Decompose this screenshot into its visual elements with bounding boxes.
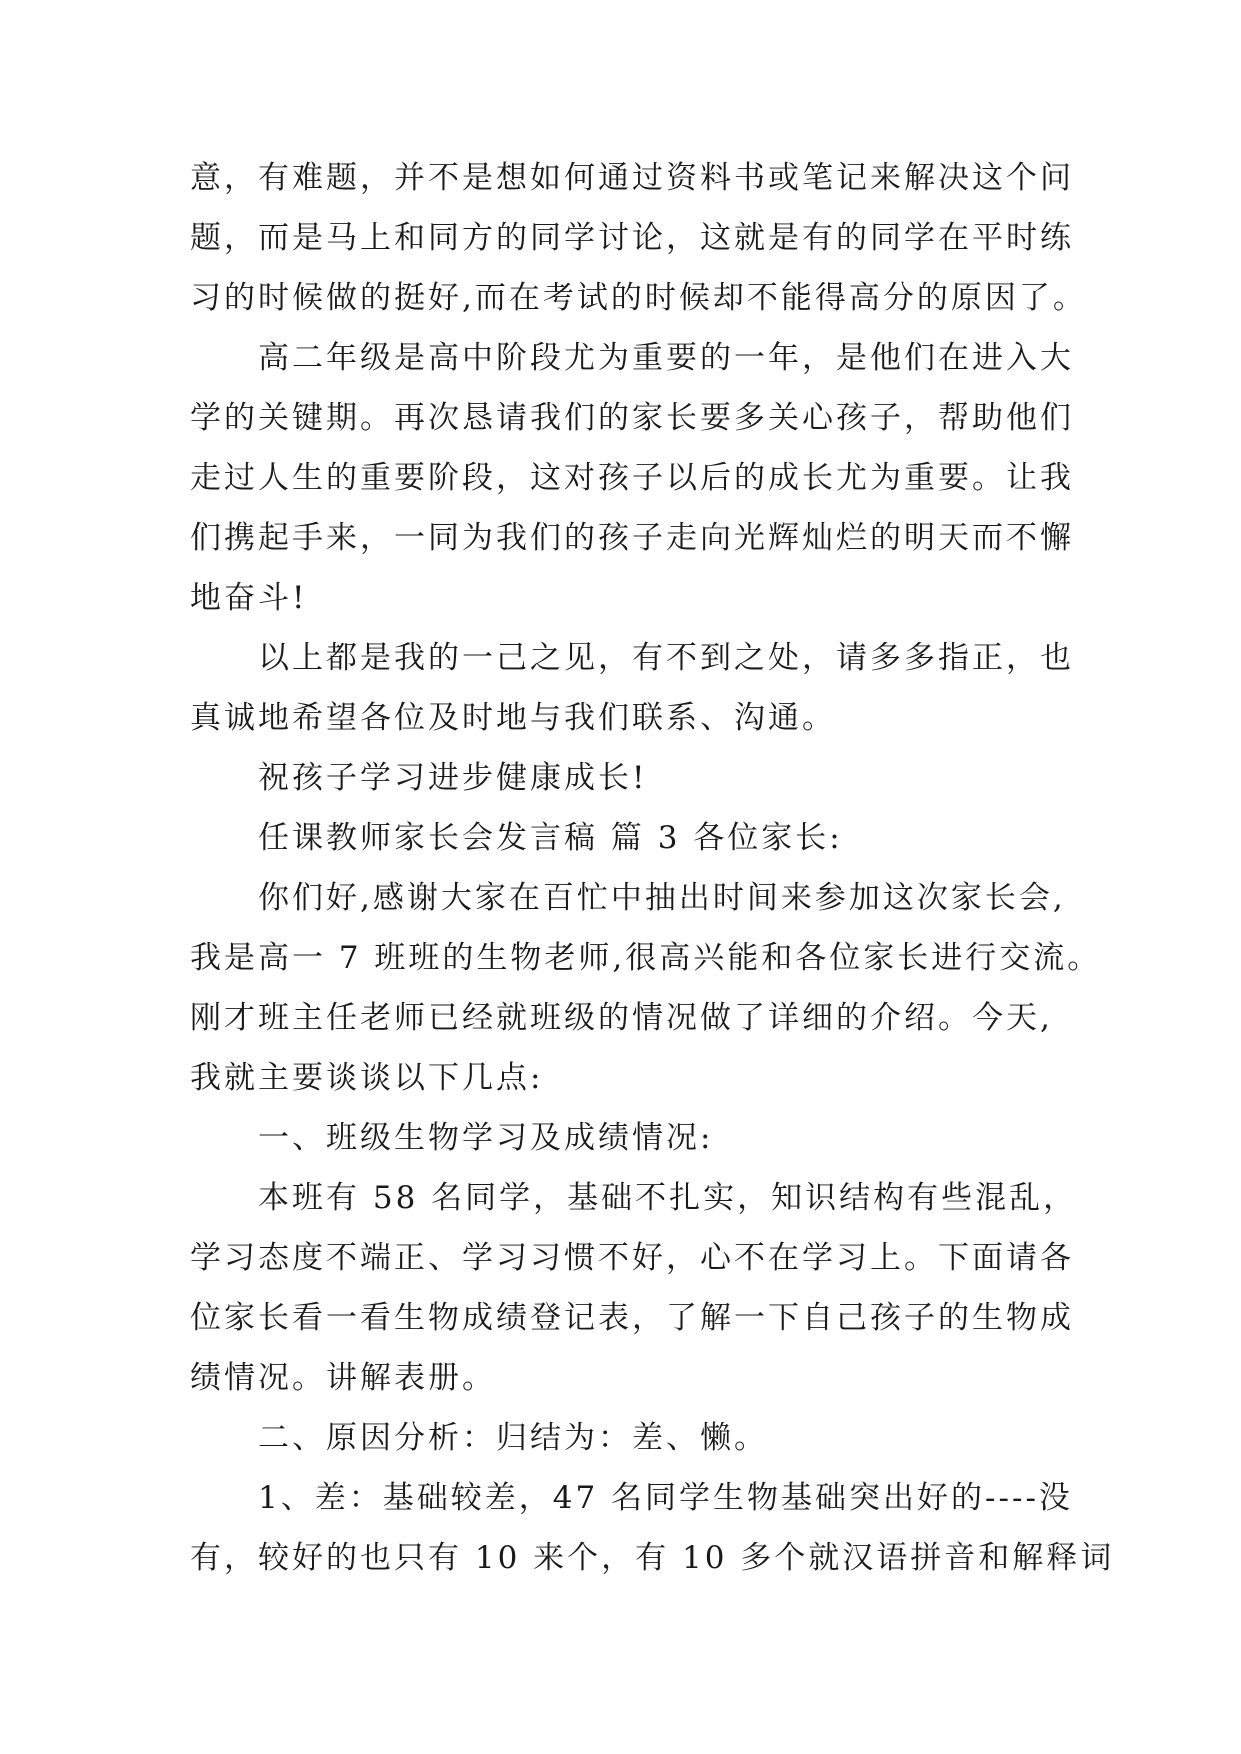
document-body [190,148,1115,1588]
text-line: 们携起手来，一同为我们的孩子走向光辉灿烂的明天而不懈 [190,520,1074,556]
text-line: 真诚地希望各位及时地与我们联系、沟通。 [190,700,836,736]
text-line: 习的时候做的挺好,而在考试的时候却不能得高分的原因了。 [190,280,1087,316]
text-line: 绩情况。讲解表册。 [190,1360,496,1396]
paragraph-start-line: 你们好,感谢大家在百忙中抽出时间来参加这次家长会, [258,880,1066,916]
text-line: 我就主要谈谈以下几点: [190,1060,544,1096]
list-heading-line: 一、班级生物学习及成绩情况: [258,1120,714,1156]
text-line: 意，有难题，并不是想如何通过资料书或笔记来解决这个问 [190,160,1074,196]
paragraph-start-line: 祝孩子学习进步健康成长! [258,760,648,796]
text-line: 走过人生的重要阶段，这对孩子以后的成长尤为重要。让我 [190,460,1074,496]
text-line: 有，较好的也只有 10 来个，有 10 多个就汉语拼音和解释词 [190,1540,1115,1576]
text-line: 学的关键期。再次恳请我们的家长要多关心孩子，帮助他们 [190,400,1074,436]
paragraph-start-line: 1、差：基础较差，47 名同学生物基础突出好的----没 [258,1480,1073,1516]
list-heading-line: 二、原因分析：归结为：差、懒。 [258,1420,768,1456]
text-line: 刚才班主任老师已经就班级的情况做了详细的介绍。今天, [190,1000,1053,1036]
section-heading-line: 任课教师家长会发言稿 篇 3 各位家长: [258,820,843,856]
text-line: 我是高一 7 班班的生物老师,很高兴能和各位家长进行交流。 [190,940,1102,976]
paragraph-start-line: 高二年级是高中阶段尤为重要的一年，是他们在进入大 [258,340,1074,376]
text-line: 地奋斗! [190,580,308,616]
paragraph-start-line: 以上都是我的一己之见，有不到之处，请多多指正，也 [258,640,1074,676]
text-line: 题，而是马上和同方的同学讨论，这就是有的同学在平时练 [190,220,1074,256]
text-line: 学习态度不端正、学习习惯不好，心不在学习上。下面请各 [190,1240,1074,1276]
paragraph-start-line: 本班有 58 名同学，基础不扎实，知识结构有些混乱， [258,1180,1078,1216]
text-line: 位家长看一看生物成绩登记表，了解一下自己孩子的生物成 [190,1300,1074,1336]
